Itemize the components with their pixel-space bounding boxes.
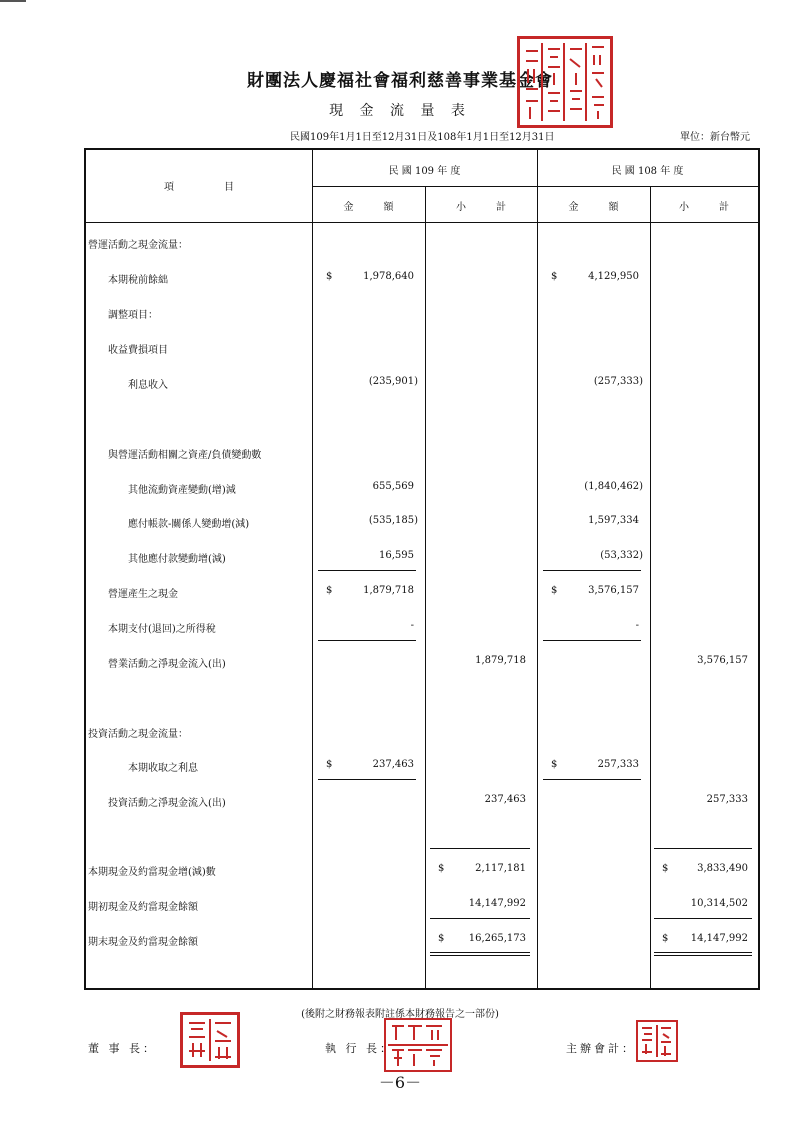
subtotal-header-108: 小 計 <box>679 202 729 213</box>
accountant-label: 主辦會計： <box>566 1042 636 1055</box>
operating-section-header: 營運活動之現金流量： <box>88 240 188 251</box>
currency-symbol: $ <box>326 585 333 596</box>
net-investing-cash-108: 257,333 <box>706 794 748 805</box>
foundation-seal-stamp <box>517 36 613 128</box>
interest-received-108: 257,333 <box>597 759 639 770</box>
net-change-108: 3,833,490 <box>697 863 748 874</box>
report-title: 財團法人慶福社會福利慈善事業基金會 <box>247 71 553 91</box>
year-109-header: 民 國 109 年 度 <box>388 166 461 177</box>
year-108-header: 民 國 108 年 度 <box>611 166 684 177</box>
other-payables-108: (53,332) <box>600 550 643 561</box>
chairman-seal-stamp <box>180 1012 240 1068</box>
payable-related-party-label: 應付帳款-關係人變動增(減) <box>128 519 250 530</box>
currency-symbol: $ <box>551 585 558 596</box>
subtotal-header-109: 小 計 <box>456 202 506 213</box>
income-expense-label: 收益費損項目 <box>108 345 168 356</box>
other-payables-label: 其他應付款變動增(減) <box>128 554 226 565</box>
financial-notes-footnote: (後附之財務報表附註係本財務報告之一部份) <box>301 1009 499 1020</box>
beginning-balance-108: 10,314,502 <box>690 898 748 909</box>
ops-generated-cash-109: 1,879,718 <box>363 585 414 596</box>
subtotal-underline <box>318 779 416 780</box>
interest-income-109: (235,901) <box>368 376 418 387</box>
currency-symbol: $ <box>551 271 558 282</box>
header-bottom-rule <box>86 222 758 223</box>
page-number: －6－ <box>378 1073 422 1092</box>
subtotal-underline <box>543 640 641 641</box>
pretax-surplus-109: 1,978,640 <box>363 271 414 282</box>
subtotal-underline <box>654 918 752 919</box>
net-operating-cash-109: 1,879,718 <box>475 655 526 666</box>
beginning-balance-label: 期初現金及約當現金餘額 <box>88 902 198 913</box>
interest-received-label: 本期收取之利息 <box>128 763 198 774</box>
asset-liability-changes-label: 與營運活動相關之資產/負債變動數 <box>108 450 262 461</box>
pretax-surplus-label: 本期稅前餘絀 <box>108 275 168 286</box>
subtotal-underline <box>543 570 641 571</box>
currency-symbol: $ <box>326 271 333 282</box>
currency-symbol: $ <box>662 863 669 874</box>
adjustments-label: 調整項目： <box>108 310 158 321</box>
report-period: 民國109年1月1日至12月31日及108年1月1日至12月31日 <box>290 132 555 143</box>
net-investing-cash-label: 投資活動之淨現金流入(出) <box>108 798 226 809</box>
col-divider <box>650 186 651 988</box>
subtotal-underline <box>430 848 530 849</box>
other-payables-109: 16,595 <box>379 550 414 561</box>
amount-header-108: 金 額 <box>568 202 619 213</box>
income-tax-paid-109: - <box>410 620 414 631</box>
col-divider <box>312 150 313 988</box>
currency-symbol: $ <box>326 759 333 770</box>
other-current-assets-108: (1,840,462) <box>584 481 643 492</box>
currency-symbol: $ <box>551 759 558 770</box>
scan-mark <box>0 0 26 2</box>
net-change-label: 本期現金及約當現金增(減)數 <box>88 867 216 878</box>
beginning-balance-109: 14,147,992 <box>468 898 526 909</box>
ending-balance-108: 14,147,992 <box>690 933 748 944</box>
double-underline <box>430 952 530 956</box>
subtotal-underline <box>430 918 530 919</box>
interest-income-108: (257,333) <box>593 376 643 387</box>
net-operating-cash-label: 營業活動之淨現金流入(出) <box>108 659 226 670</box>
chairman-label: 董 事 長： <box>88 1042 157 1055</box>
accountant-seal-stamp <box>636 1020 678 1062</box>
ops-generated-cash-label: 營運產生之現金 <box>108 589 178 600</box>
ending-balance-109: 16,265,173 <box>468 933 526 944</box>
cash-flow-table <box>84 148 760 990</box>
subtotal-underline <box>318 640 416 641</box>
pretax-surplus-108: 4,129,950 <box>588 271 639 282</box>
other-current-assets-label: 其他流動資產變動(增)減 <box>128 485 236 496</box>
ceo-label: 執 行 長： <box>325 1042 394 1055</box>
col-divider <box>425 186 426 988</box>
currency-unit: 單位：新台幣元 <box>680 132 750 143</box>
other-current-assets-109: 655,569 <box>372 481 414 492</box>
currency-symbol: $ <box>438 863 445 874</box>
interest-received-109: 237,463 <box>372 759 414 770</box>
double-underline <box>654 952 752 956</box>
subtotal-underline <box>543 779 641 780</box>
investing-section-header: 投資活動之現金流量： <box>88 729 188 740</box>
col-divider <box>537 150 538 988</box>
income-tax-paid-label: 本期支付(退回)之所得稅 <box>108 624 216 635</box>
ending-balance-label: 期末現金及約當現金餘額 <box>88 937 198 948</box>
payable-related-party-109: (535,185) <box>368 515 418 526</box>
header-divider <box>312 186 758 187</box>
ceo-seal-stamp <box>384 1018 452 1072</box>
amount-header-109: 金 額 <box>343 202 394 213</box>
subtotal-underline <box>654 848 752 849</box>
interest-income-label: 利息收入 <box>128 380 168 391</box>
net-change-109: 2,117,181 <box>475 863 526 874</box>
item-column-header: 項 目 <box>164 182 234 193</box>
currency-symbol: $ <box>438 933 445 944</box>
payable-related-party-108: 1,597,334 <box>588 515 639 526</box>
report-subtitle: 現 金 流 量 表 <box>329 103 471 119</box>
subtotal-underline <box>318 570 416 571</box>
net-operating-cash-108: 3,576,157 <box>697 655 748 666</box>
ops-generated-cash-108: 3,576,157 <box>588 585 639 596</box>
net-investing-cash-109: 237,463 <box>484 794 526 805</box>
currency-symbol: $ <box>662 933 669 944</box>
income-tax-paid-108: - <box>635 620 639 631</box>
